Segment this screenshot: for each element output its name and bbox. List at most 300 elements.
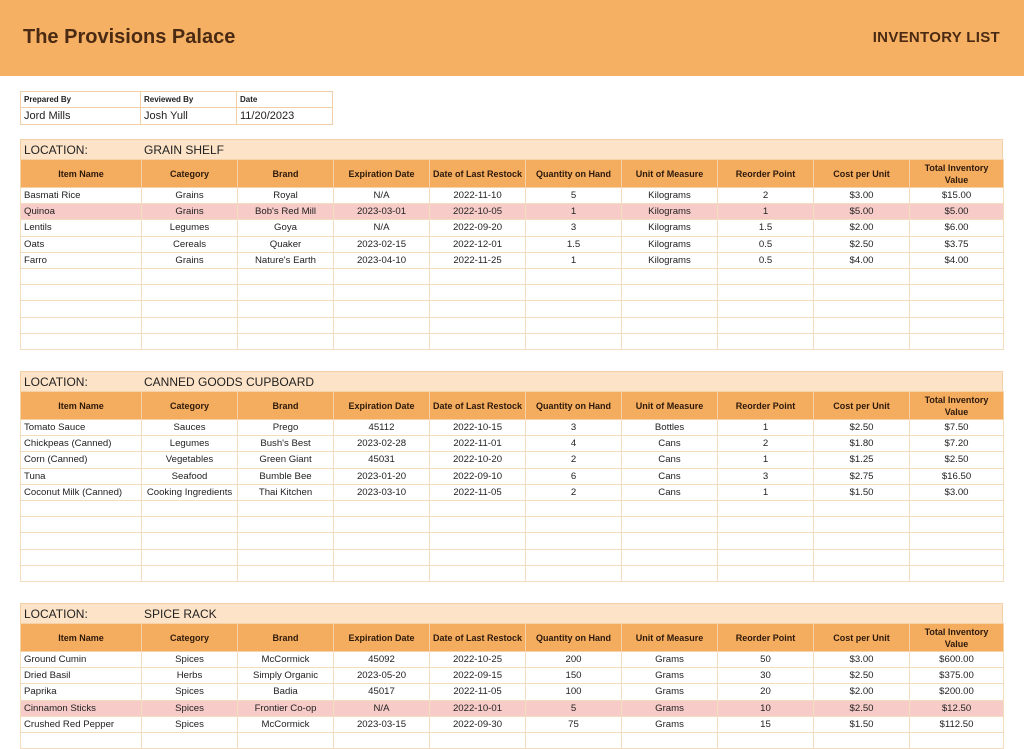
- cell-unit[interactable]: Kilograms: [622, 204, 718, 220]
- cell-expiration-date[interactable]: 2023-03-10: [334, 484, 430, 500]
- cell-expiration-date[interactable]: 45112: [334, 420, 430, 436]
- cell-item-name[interactable]: Coconut Milk (Canned): [21, 484, 142, 500]
- cell-last-restock[interactable]: [430, 268, 526, 284]
- cell-total-value[interactable]: $15.00: [910, 188, 1004, 204]
- cell-item-name[interactable]: Quinoa: [21, 204, 142, 220]
- cell-cost-per-unit[interactable]: [814, 732, 910, 748]
- cell-brand[interactable]: [238, 301, 334, 317]
- cell-expiration-date[interactable]: [334, 500, 430, 516]
- cell-cost-per-unit[interactable]: $1.50: [814, 484, 910, 500]
- cell-reorder-point[interactable]: 20: [718, 684, 814, 700]
- cell-total-value[interactable]: $6.00: [910, 220, 1004, 236]
- cell-unit[interactable]: Kilograms: [622, 220, 718, 236]
- cell-brand[interactable]: McCormick: [238, 716, 334, 732]
- column-header-category: Category: [142, 624, 238, 652]
- cell-last-restock[interactable]: 2022-10-05: [430, 204, 526, 220]
- cell-expiration-date[interactable]: 45031: [334, 452, 430, 468]
- cell-quantity[interactable]: 75: [526, 716, 622, 732]
- cell-item-name[interactable]: [21, 549, 142, 565]
- cell-item-name[interactable]: [21, 517, 142, 533]
- cell-expiration-date[interactable]: 2023-03-15: [334, 716, 430, 732]
- column-header-cost-per-unit: Cost per Unit: [814, 160, 910, 188]
- cell-reorder-point[interactable]: 0.5: [718, 252, 814, 268]
- cell-reorder-point[interactable]: [718, 732, 814, 748]
- cell-unit[interactable]: [622, 500, 718, 516]
- cell-reorder-point[interactable]: 1: [718, 484, 814, 500]
- cell-expiration-date[interactable]: [334, 333, 430, 349]
- cell-total-value[interactable]: $16.50: [910, 468, 1004, 484]
- cell-total-value[interactable]: [910, 565, 1004, 581]
- cell-category[interactable]: Cereals: [142, 236, 238, 252]
- location-section: [20, 139, 1003, 350]
- cell-brand[interactable]: Frontier Co-op: [238, 700, 334, 716]
- cell-total-value[interactable]: [910, 533, 1004, 549]
- table-header-row: [21, 624, 1004, 652]
- cell-category[interactable]: Grains: [142, 204, 238, 220]
- cell-total-value[interactable]: [910, 549, 1004, 565]
- empty-row: [21, 285, 1004, 301]
- cell-brand[interactable]: [238, 268, 334, 284]
- cell-item-name[interactable]: Farro: [21, 252, 142, 268]
- cell-cost-per-unit[interactable]: [814, 565, 910, 581]
- cell-last-restock[interactable]: [430, 517, 526, 533]
- cell-category[interactable]: [142, 317, 238, 333]
- cell-expiration-date[interactable]: 2023-03-01: [334, 204, 430, 220]
- reviewed-by-value[interactable]: Josh Yull: [141, 108, 237, 125]
- cell-quantity[interactable]: 3: [526, 220, 622, 236]
- cell-quantity[interactable]: 1.5: [526, 236, 622, 252]
- cell-quantity[interactable]: [526, 517, 622, 533]
- cell-expiration-date[interactable]: 2023-02-15: [334, 236, 430, 252]
- cell-quantity[interactable]: 6: [526, 468, 622, 484]
- cell-category[interactable]: Herbs: [142, 668, 238, 684]
- cell-cost-per-unit[interactable]: [814, 268, 910, 284]
- cell-item-name[interactable]: [21, 317, 142, 333]
- cell-brand[interactable]: [238, 333, 334, 349]
- cell-category[interactable]: Legumes: [142, 436, 238, 452]
- cell-reorder-point[interactable]: [718, 268, 814, 284]
- cell-last-restock[interactable]: [430, 317, 526, 333]
- cell-quantity[interactable]: 100: [526, 684, 622, 700]
- cell-cost-per-unit[interactable]: [814, 301, 910, 317]
- cell-category[interactable]: Grains: [142, 188, 238, 204]
- cell-unit[interactable]: Grams: [622, 716, 718, 732]
- cell-last-restock[interactable]: 2022-10-01: [430, 700, 526, 716]
- cell-category[interactable]: Spices: [142, 716, 238, 732]
- cell-cost-per-unit[interactable]: $2.50: [814, 236, 910, 252]
- cell-category[interactable]: [142, 565, 238, 581]
- cell-brand[interactable]: [238, 285, 334, 301]
- cell-reorder-point[interactable]: 2: [718, 436, 814, 452]
- empty-row: [21, 533, 1004, 549]
- cell-cost-per-unit[interactable]: $2.50: [814, 700, 910, 716]
- cell-unit[interactable]: Kilograms: [622, 252, 718, 268]
- cell-item-name[interactable]: [21, 500, 142, 516]
- cell-brand[interactable]: Quaker: [238, 236, 334, 252]
- cell-quantity[interactable]: [526, 549, 622, 565]
- cell-quantity[interactable]: 150: [526, 668, 622, 684]
- cell-expiration-date[interactable]: N/A: [334, 188, 430, 204]
- cell-category[interactable]: Spices: [142, 684, 238, 700]
- cell-expiration-date[interactable]: [334, 268, 430, 284]
- cell-cost-per-unit[interactable]: $2.00: [814, 684, 910, 700]
- cell-expiration-date[interactable]: [334, 549, 430, 565]
- cell-last-restock[interactable]: 2022-11-25: [430, 252, 526, 268]
- cell-category[interactable]: [142, 333, 238, 349]
- cell-quantity[interactable]: 4: [526, 436, 622, 452]
- cell-item-name[interactable]: Corn (Canned): [21, 452, 142, 468]
- prepared-by-value[interactable]: Jord Mills: [21, 108, 141, 125]
- cell-last-restock[interactable]: 2022-09-15: [430, 668, 526, 684]
- cell-total-value[interactable]: $2.50: [910, 452, 1004, 468]
- column-header-last-restock: Date of Last Restock: [430, 624, 526, 652]
- cell-item-name[interactable]: [21, 565, 142, 581]
- cell-reorder-point[interactable]: 15: [718, 716, 814, 732]
- cell-item-name[interactable]: [21, 732, 142, 748]
- page-header: [0, 0, 1024, 76]
- cell-item-name[interactable]: Cinnamon Sticks: [21, 700, 142, 716]
- cell-last-restock[interactable]: 2022-12-01: [430, 236, 526, 252]
- cell-reorder-point[interactable]: [718, 517, 814, 533]
- cell-item-name[interactable]: Tomato Sauce: [21, 420, 142, 436]
- cell-last-restock[interactable]: 2022-10-25: [430, 652, 526, 668]
- cell-cost-per-unit[interactable]: [814, 285, 910, 301]
- cell-quantity[interactable]: [526, 333, 622, 349]
- cell-reorder-point[interactable]: [718, 533, 814, 549]
- cell-reorder-point[interactable]: [718, 301, 814, 317]
- inventory-table: [20, 623, 1004, 749]
- cell-brand[interactable]: [238, 549, 334, 565]
- cell-total-value[interactable]: $200.00: [910, 684, 1004, 700]
- cell-unit[interactable]: [622, 268, 718, 284]
- cell-category[interactable]: Spices: [142, 700, 238, 716]
- cell-category[interactable]: Spices: [142, 652, 238, 668]
- cell-unit[interactable]: [622, 732, 718, 748]
- cell-brand[interactable]: McCormick: [238, 652, 334, 668]
- table-row: [21, 236, 1004, 252]
- column-header-brand: Brand: [238, 392, 334, 420]
- cell-category[interactable]: [142, 301, 238, 317]
- location-bar: [20, 139, 1003, 159]
- cell-unit[interactable]: [622, 533, 718, 549]
- cell-quantity[interactable]: [526, 268, 622, 284]
- cell-category[interactable]: [142, 533, 238, 549]
- cell-reorder-point[interactable]: 3: [718, 468, 814, 484]
- cell-cost-per-unit[interactable]: $2.50: [814, 420, 910, 436]
- cell-unit[interactable]: Cans: [622, 484, 718, 500]
- cell-brand[interactable]: Green Giant: [238, 452, 334, 468]
- cell-total-value[interactable]: [910, 285, 1004, 301]
- cell-quantity[interactable]: 5: [526, 188, 622, 204]
- column-header-quantity: Quantity on Hand: [526, 392, 622, 420]
- cell-expiration-date[interactable]: N/A: [334, 220, 430, 236]
- table-row: [21, 252, 1004, 268]
- cell-last-restock[interactable]: 2022-09-30: [430, 716, 526, 732]
- cell-expiration-date[interactable]: [334, 533, 430, 549]
- cell-item-name[interactable]: Paprika: [21, 684, 142, 700]
- date-value[interactable]: 11/20/2023: [237, 108, 333, 125]
- cell-cost-per-unit[interactable]: $2.00: [814, 220, 910, 236]
- cell-reorder-point[interactable]: 10: [718, 700, 814, 716]
- cell-unit[interactable]: Cans: [622, 468, 718, 484]
- cell-expiration-date[interactable]: [334, 732, 430, 748]
- cell-brand[interactable]: Royal: [238, 188, 334, 204]
- cell-cost-per-unit[interactable]: $4.00: [814, 252, 910, 268]
- cell-unit[interactable]: [622, 517, 718, 533]
- cell-last-restock[interactable]: 2022-10-15: [430, 420, 526, 436]
- cell-unit[interactable]: Grams: [622, 652, 718, 668]
- column-header-total-value: Total Inventory Value: [910, 160, 1004, 188]
- cell-brand[interactable]: [238, 565, 334, 581]
- cell-total-value[interactable]: $600.00: [910, 652, 1004, 668]
- cell-quantity[interactable]: 2: [526, 484, 622, 500]
- cell-cost-per-unit[interactable]: [814, 317, 910, 333]
- cell-reorder-point[interactable]: 30: [718, 668, 814, 684]
- cell-brand[interactable]: Badia: [238, 684, 334, 700]
- cell-brand[interactable]: Goya: [238, 220, 334, 236]
- cell-total-value[interactable]: $7.20: [910, 436, 1004, 452]
- cell-category[interactable]: Legumes: [142, 220, 238, 236]
- cell-cost-per-unit[interactable]: [814, 517, 910, 533]
- cell-total-value[interactable]: $375.00: [910, 668, 1004, 684]
- cell-expiration-date[interactable]: 45017: [334, 684, 430, 700]
- cell-unit[interactable]: Bottles: [622, 420, 718, 436]
- cell-quantity[interactable]: [526, 732, 622, 748]
- cell-unit[interactable]: [622, 317, 718, 333]
- cell-cost-per-unit[interactable]: [814, 549, 910, 565]
- location-name: GRAIN SHELF: [144, 143, 225, 157]
- cell-unit[interactable]: Cans: [622, 452, 718, 468]
- cell-expiration-date[interactable]: N/A: [334, 700, 430, 716]
- cell-unit[interactable]: [622, 333, 718, 349]
- cell-last-restock[interactable]: 2022-11-10: [430, 188, 526, 204]
- cell-quantity[interactable]: 5: [526, 700, 622, 716]
- cell-brand[interactable]: Prego: [238, 420, 334, 436]
- cell-unit[interactable]: [622, 549, 718, 565]
- reviewed-by-label: Reviewed By: [141, 92, 237, 108]
- cell-total-value[interactable]: [910, 732, 1004, 748]
- cell-item-name[interactable]: [21, 268, 142, 284]
- cell-quantity[interactable]: [526, 565, 622, 581]
- cell-item-name[interactable]: [21, 285, 142, 301]
- cell-item-name[interactable]: Crushed Red Pepper: [21, 716, 142, 732]
- cell-last-restock[interactable]: [430, 732, 526, 748]
- cell-quantity[interactable]: 1: [526, 204, 622, 220]
- cell-quantity[interactable]: 200: [526, 652, 622, 668]
- cell-quantity[interactable]: [526, 301, 622, 317]
- cell-cost-per-unit[interactable]: $1.80: [814, 436, 910, 452]
- cell-quantity[interactable]: 2: [526, 452, 622, 468]
- cell-brand[interactable]: Thai Kitchen: [238, 484, 334, 500]
- cell-brand[interactable]: Bush's Best: [238, 436, 334, 452]
- cell-reorder-point[interactable]: [718, 565, 814, 581]
- cell-category[interactable]: [142, 268, 238, 284]
- cell-category[interactable]: [142, 549, 238, 565]
- cell-quantity[interactable]: 1: [526, 252, 622, 268]
- cell-last-restock[interactable]: [430, 500, 526, 516]
- cell-expiration-date[interactable]: [334, 565, 430, 581]
- table-row: [21, 700, 1004, 716]
- cell-reorder-point[interactable]: [718, 285, 814, 301]
- cell-last-restock[interactable]: 2022-11-01: [430, 436, 526, 452]
- cell-cost-per-unit[interactable]: $1.50: [814, 716, 910, 732]
- cell-expiration-date[interactable]: [334, 285, 430, 301]
- cell-last-restock[interactable]: 2022-09-10: [430, 468, 526, 484]
- cell-category[interactable]: Sauces: [142, 420, 238, 436]
- cell-item-name[interactable]: Basmati Rice: [21, 188, 142, 204]
- cell-unit[interactable]: Cans: [622, 436, 718, 452]
- cell-last-restock[interactable]: [430, 549, 526, 565]
- cell-item-name[interactable]: [21, 333, 142, 349]
- cell-expiration-date[interactable]: 2023-05-20: [334, 668, 430, 684]
- cell-category[interactable]: [142, 517, 238, 533]
- cell-total-value[interactable]: [910, 500, 1004, 516]
- cell-unit[interactable]: Grams: [622, 700, 718, 716]
- column-header-unit: Unit of Measure: [622, 392, 718, 420]
- table-header-row: [21, 392, 1004, 420]
- table-row: [21, 652, 1004, 668]
- cell-unit[interactable]: Kilograms: [622, 188, 718, 204]
- location-bar: [20, 371, 1003, 391]
- cell-total-value[interactable]: [910, 517, 1004, 533]
- cell-quantity[interactable]: 3: [526, 420, 622, 436]
- cell-reorder-point[interactable]: 2: [718, 188, 814, 204]
- cell-expiration-date[interactable]: 2023-02-28: [334, 436, 430, 452]
- cell-brand[interactable]: [238, 732, 334, 748]
- cell-category[interactable]: Seafood: [142, 468, 238, 484]
- cell-brand[interactable]: Simply Organic: [238, 668, 334, 684]
- cell-last-restock[interactable]: 2022-10-20: [430, 452, 526, 468]
- cell-category[interactable]: [142, 732, 238, 748]
- cell-expiration-date[interactable]: [334, 301, 430, 317]
- cell-quantity[interactable]: [526, 285, 622, 301]
- cell-cost-per-unit[interactable]: [814, 333, 910, 349]
- cell-brand[interactable]: Bumble Bee: [238, 468, 334, 484]
- cell-total-value[interactable]: [910, 317, 1004, 333]
- cell-brand[interactable]: Nature's Earth: [238, 252, 334, 268]
- cell-quantity[interactable]: [526, 500, 622, 516]
- cell-category[interactable]: [142, 285, 238, 301]
- cell-category[interactable]: Vegetables: [142, 452, 238, 468]
- cell-brand[interactable]: [238, 317, 334, 333]
- cell-reorder-point[interactable]: [718, 317, 814, 333]
- cell-cost-per-unit[interactable]: [814, 533, 910, 549]
- cell-reorder-point[interactable]: 50: [718, 652, 814, 668]
- cell-total-value[interactable]: $12.50: [910, 700, 1004, 716]
- cell-quantity[interactable]: [526, 317, 622, 333]
- cell-last-restock[interactable]: 2022-11-05: [430, 484, 526, 500]
- cell-last-restock[interactable]: [430, 301, 526, 317]
- cell-reorder-point[interactable]: 0.5: [718, 236, 814, 252]
- column-header-cost-per-unit: Cost per Unit: [814, 392, 910, 420]
- cell-total-value[interactable]: $5.00: [910, 204, 1004, 220]
- table-row: [21, 188, 1004, 204]
- cell-quantity[interactable]: [526, 533, 622, 549]
- table-row: [21, 204, 1004, 220]
- cell-cost-per-unit[interactable]: $3.00: [814, 652, 910, 668]
- cell-last-restock[interactable]: [430, 333, 526, 349]
- cell-expiration-date[interactable]: [334, 517, 430, 533]
- cell-cost-per-unit[interactable]: $2.50: [814, 668, 910, 684]
- empty-row: [21, 500, 1004, 516]
- cell-last-restock[interactable]: 2022-11-05: [430, 684, 526, 700]
- cell-reorder-point[interactable]: [718, 333, 814, 349]
- cell-reorder-point[interactable]: [718, 549, 814, 565]
- cell-item-name[interactable]: Lentils: [21, 220, 142, 236]
- cell-total-value[interactable]: $3.75: [910, 236, 1004, 252]
- table-row: [21, 452, 1004, 468]
- column-header-last-restock: Date of Last Restock: [430, 160, 526, 188]
- table-row: [21, 436, 1004, 452]
- cell-last-restock[interactable]: [430, 285, 526, 301]
- location-name: CANNED GOODS CUPBOARD: [144, 375, 315, 389]
- cell-cost-per-unit[interactable]: $2.75: [814, 468, 910, 484]
- cell-expiration-date[interactable]: 2023-01-20: [334, 468, 430, 484]
- location-section: [20, 603, 1003, 749]
- cell-total-value[interactable]: [910, 268, 1004, 284]
- cell-expiration-date[interactable]: [334, 317, 430, 333]
- cell-unit[interactable]: Grams: [622, 684, 718, 700]
- cell-brand[interactable]: Bob's Red Mill: [238, 204, 334, 220]
- cell-cost-per-unit[interactable]: $3.00: [814, 188, 910, 204]
- cell-total-value[interactable]: $4.00: [910, 252, 1004, 268]
- cell-reorder-point[interactable]: 1.5: [718, 220, 814, 236]
- document-title: INVENTORY LIST: [872, 29, 1000, 46]
- cell-last-restock[interactable]: 2022-09-20: [430, 220, 526, 236]
- cell-unit[interactable]: Grams: [622, 668, 718, 684]
- cell-total-value[interactable]: [910, 333, 1004, 349]
- cell-item-name[interactable]: Oats: [21, 236, 142, 252]
- cell-expiration-date[interactable]: 2023-04-10: [334, 252, 430, 268]
- cell-item-name[interactable]: [21, 533, 142, 549]
- table-row: [21, 668, 1004, 684]
- cell-reorder-point[interactable]: [718, 500, 814, 516]
- cell-unit[interactable]: [622, 565, 718, 581]
- cell-total-value[interactable]: $7.50: [910, 420, 1004, 436]
- cell-last-restock[interactable]: [430, 533, 526, 549]
- cell-brand[interactable]: [238, 533, 334, 549]
- cell-brand[interactable]: [238, 517, 334, 533]
- cell-reorder-point[interactable]: 1: [718, 204, 814, 220]
- cell-cost-per-unit[interactable]: [814, 500, 910, 516]
- cell-brand[interactable]: [238, 500, 334, 516]
- cell-unit[interactable]: Kilograms: [622, 236, 718, 252]
- cell-total-value[interactable]: $3.00: [910, 484, 1004, 500]
- cell-last-restock[interactable]: [430, 565, 526, 581]
- cell-cost-per-unit[interactable]: $5.00: [814, 204, 910, 220]
- cell-reorder-point[interactable]: 1: [718, 452, 814, 468]
- cell-unit[interactable]: [622, 285, 718, 301]
- cell-category[interactable]: Cooking Ingredients: [142, 484, 238, 500]
- table-header-row: [21, 160, 1004, 188]
- cell-item-name[interactable]: [21, 301, 142, 317]
- location-section: [20, 371, 1003, 582]
- cell-expiration-date[interactable]: 45092: [334, 652, 430, 668]
- cell-unit[interactable]: [622, 301, 718, 317]
- cell-category[interactable]: [142, 500, 238, 516]
- cell-item-name[interactable]: Tuna: [21, 468, 142, 484]
- empty-row: [21, 333, 1004, 349]
- cell-total-value[interactable]: $112.50: [910, 716, 1004, 732]
- cell-cost-per-unit[interactable]: $1.25: [814, 452, 910, 468]
- column-header-reorder-point: Reorder Point: [718, 624, 814, 652]
- cell-item-name[interactable]: Chickpeas (Canned): [21, 436, 142, 452]
- cell-item-name[interactable]: Dried Basil: [21, 668, 142, 684]
- cell-reorder-point[interactable]: 1: [718, 420, 814, 436]
- cell-total-value[interactable]: [910, 301, 1004, 317]
- cell-category[interactable]: Grains: [142, 252, 238, 268]
- cell-item-name[interactable]: Ground Cumin: [21, 652, 142, 668]
